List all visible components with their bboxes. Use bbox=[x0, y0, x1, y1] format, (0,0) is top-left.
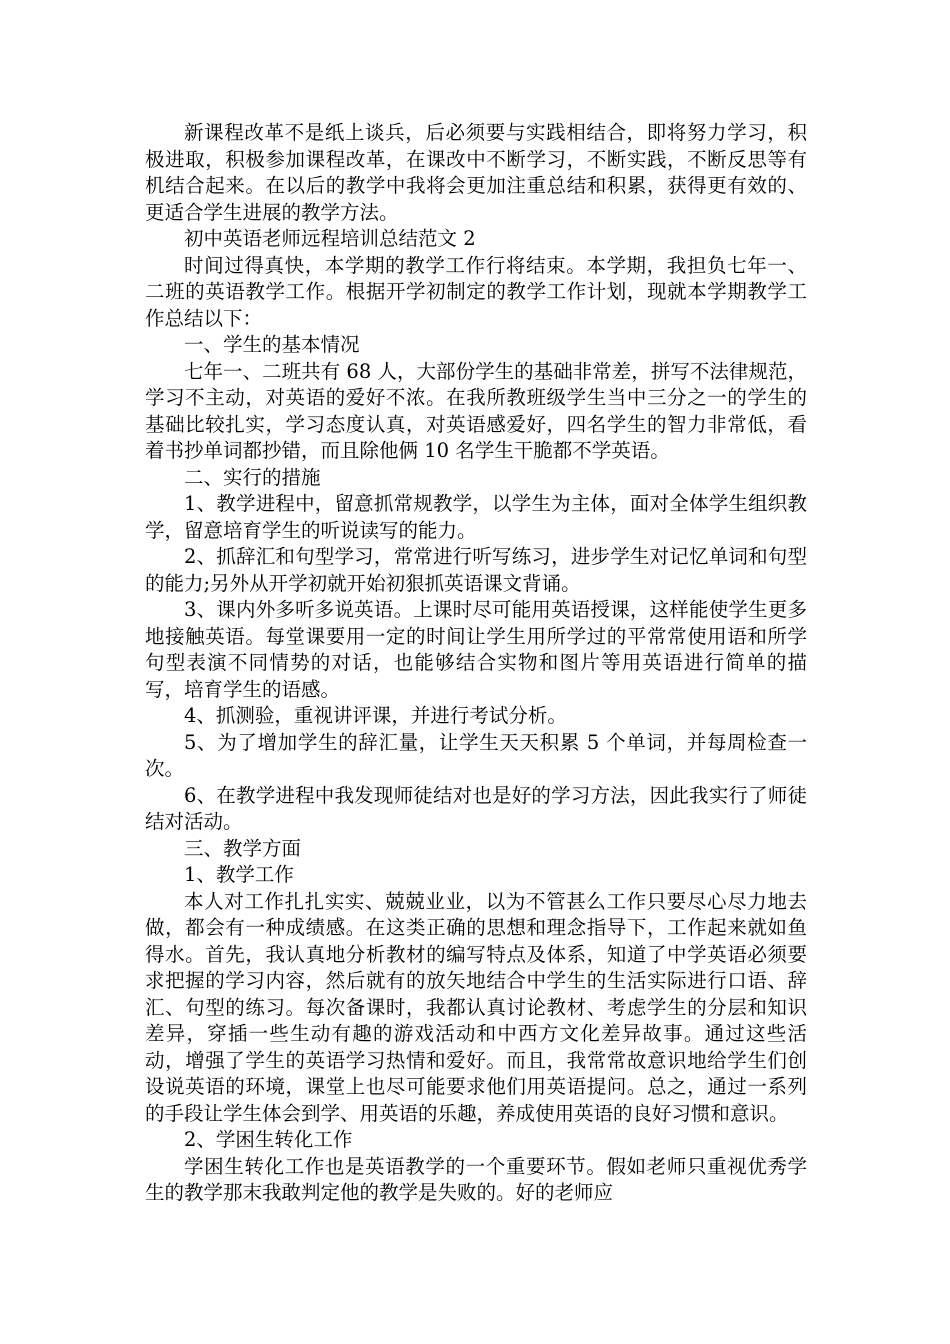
section-heading: 一、学生的基本情况 bbox=[184, 333, 360, 356]
paragraph: 七年一、二班共有 68 人，大部份学生的基础非常差，拼写不法律规范，学习不主动，对英语的爱好不浓。在我所教班级学生当中三分之一的学生的基础比较扎实，学习态度认真，对英语感爱好，四名学生的智力非常低，看着书抄单词都抄错，而且除他俩 10 名学生干脆都不学英语。 bbox=[145, 359, 807, 462]
paragraph: 新课程改革不是纸上谈兵，后必须要与实践相结合，即将努力学习，积极进取，积极参加课程改革，在课改中不断学习，不断实践，不断反思等有机结合起来。在以后的教学中我将会更加注重总结和积累，获得更有效的、更适合学生进展的教学方法。 bbox=[145, 121, 807, 224]
section-title: 初中英语老师远程培训总结范文 2 bbox=[184, 227, 476, 250]
section-heading: 三、教学方面 bbox=[184, 836, 302, 860]
subsection-heading: 1、教学工作 bbox=[184, 863, 294, 886]
list-item: 5、为了增加学生的辞汇量，让学生天天积累 5 个单词，并每周检查一次。 bbox=[145, 730, 807, 780]
list-item: 2、抓辞汇和句型学习，常常进行听写练习，进步学生对记忆单词和句型的能力;另外从开学初就开始初狠抓英语课文背诵。 bbox=[145, 545, 807, 595]
list-item: 4、抓测验，重视讲评课，并进行考试分析。 bbox=[184, 704, 567, 727]
document-body bbox=[145, 120, 807, 1207]
paragraph: 本人对工作扎扎实实、兢兢业业，以为不管甚么工作只要尽心尽力地去做，都会有一种成绩感。在这类正确的思想和理念指导下，工作起来就如鱼得水。首先，我认真地分析教材的编写特点及体系，知道了中学英语必须要求把握的学习内容，然后就有的放矢地结合中学生的生活实际进行口语、辞汇、句型的练习。每次备课时，我都认真讨论教材、考虑学生的分层和知识差异，穿插一些生动有趣的游戏活动和中西方文化差异故事。通过这些活动，增强了学生的英语学习热情和爱好。而且，我常常故意识地给学生们创设说英语的环境，课堂上也尽可能要求他们用英语提问。总之，通过一系列的手段让学生体会到学、用英语的乐趣，养成使用英语的良好习惯和意识。 bbox=[145, 889, 807, 1125]
list-item: 6、在教学进程中我发现师徒结对也是好的学习方法，因此我实行了师徒结对活动。 bbox=[145, 783, 807, 833]
paragraph: 时间过得真快，本学期的教学工作行将结束。本学期，我担负七年一、二班的英语教学工作。根据开学初制定的教学工作计划，现就本学期教学工作总结以下： bbox=[145, 253, 807, 330]
paragraph: 学困生转化工作也是英语教学的一个重要环节。假如老师只重视优秀学生的教学那末我敢判定他的教学是失败的。好的老师应 bbox=[145, 1154, 807, 1204]
list-item: 3、课内外多听多说英语。上课时尽可能用英语授课，这样能使学生更多地接触英语。每堂课要用一定的时间让学生用所学过的平常常使用语和所学句型表演不同情势的对话，也能够结合实物和图片等用英语进行简单的描写，培育学生的语感。 bbox=[145, 598, 807, 701]
subsection-heading: 2、学困生转化工作 bbox=[184, 1128, 353, 1151]
section-heading: 二、实行的措施 bbox=[184, 465, 321, 489]
list-item: 1、教学进程中，留意抓常规教学，以学生为主体，面对全体学生组织教学，留意培育学生的听说读写的能力。 bbox=[145, 492, 807, 542]
